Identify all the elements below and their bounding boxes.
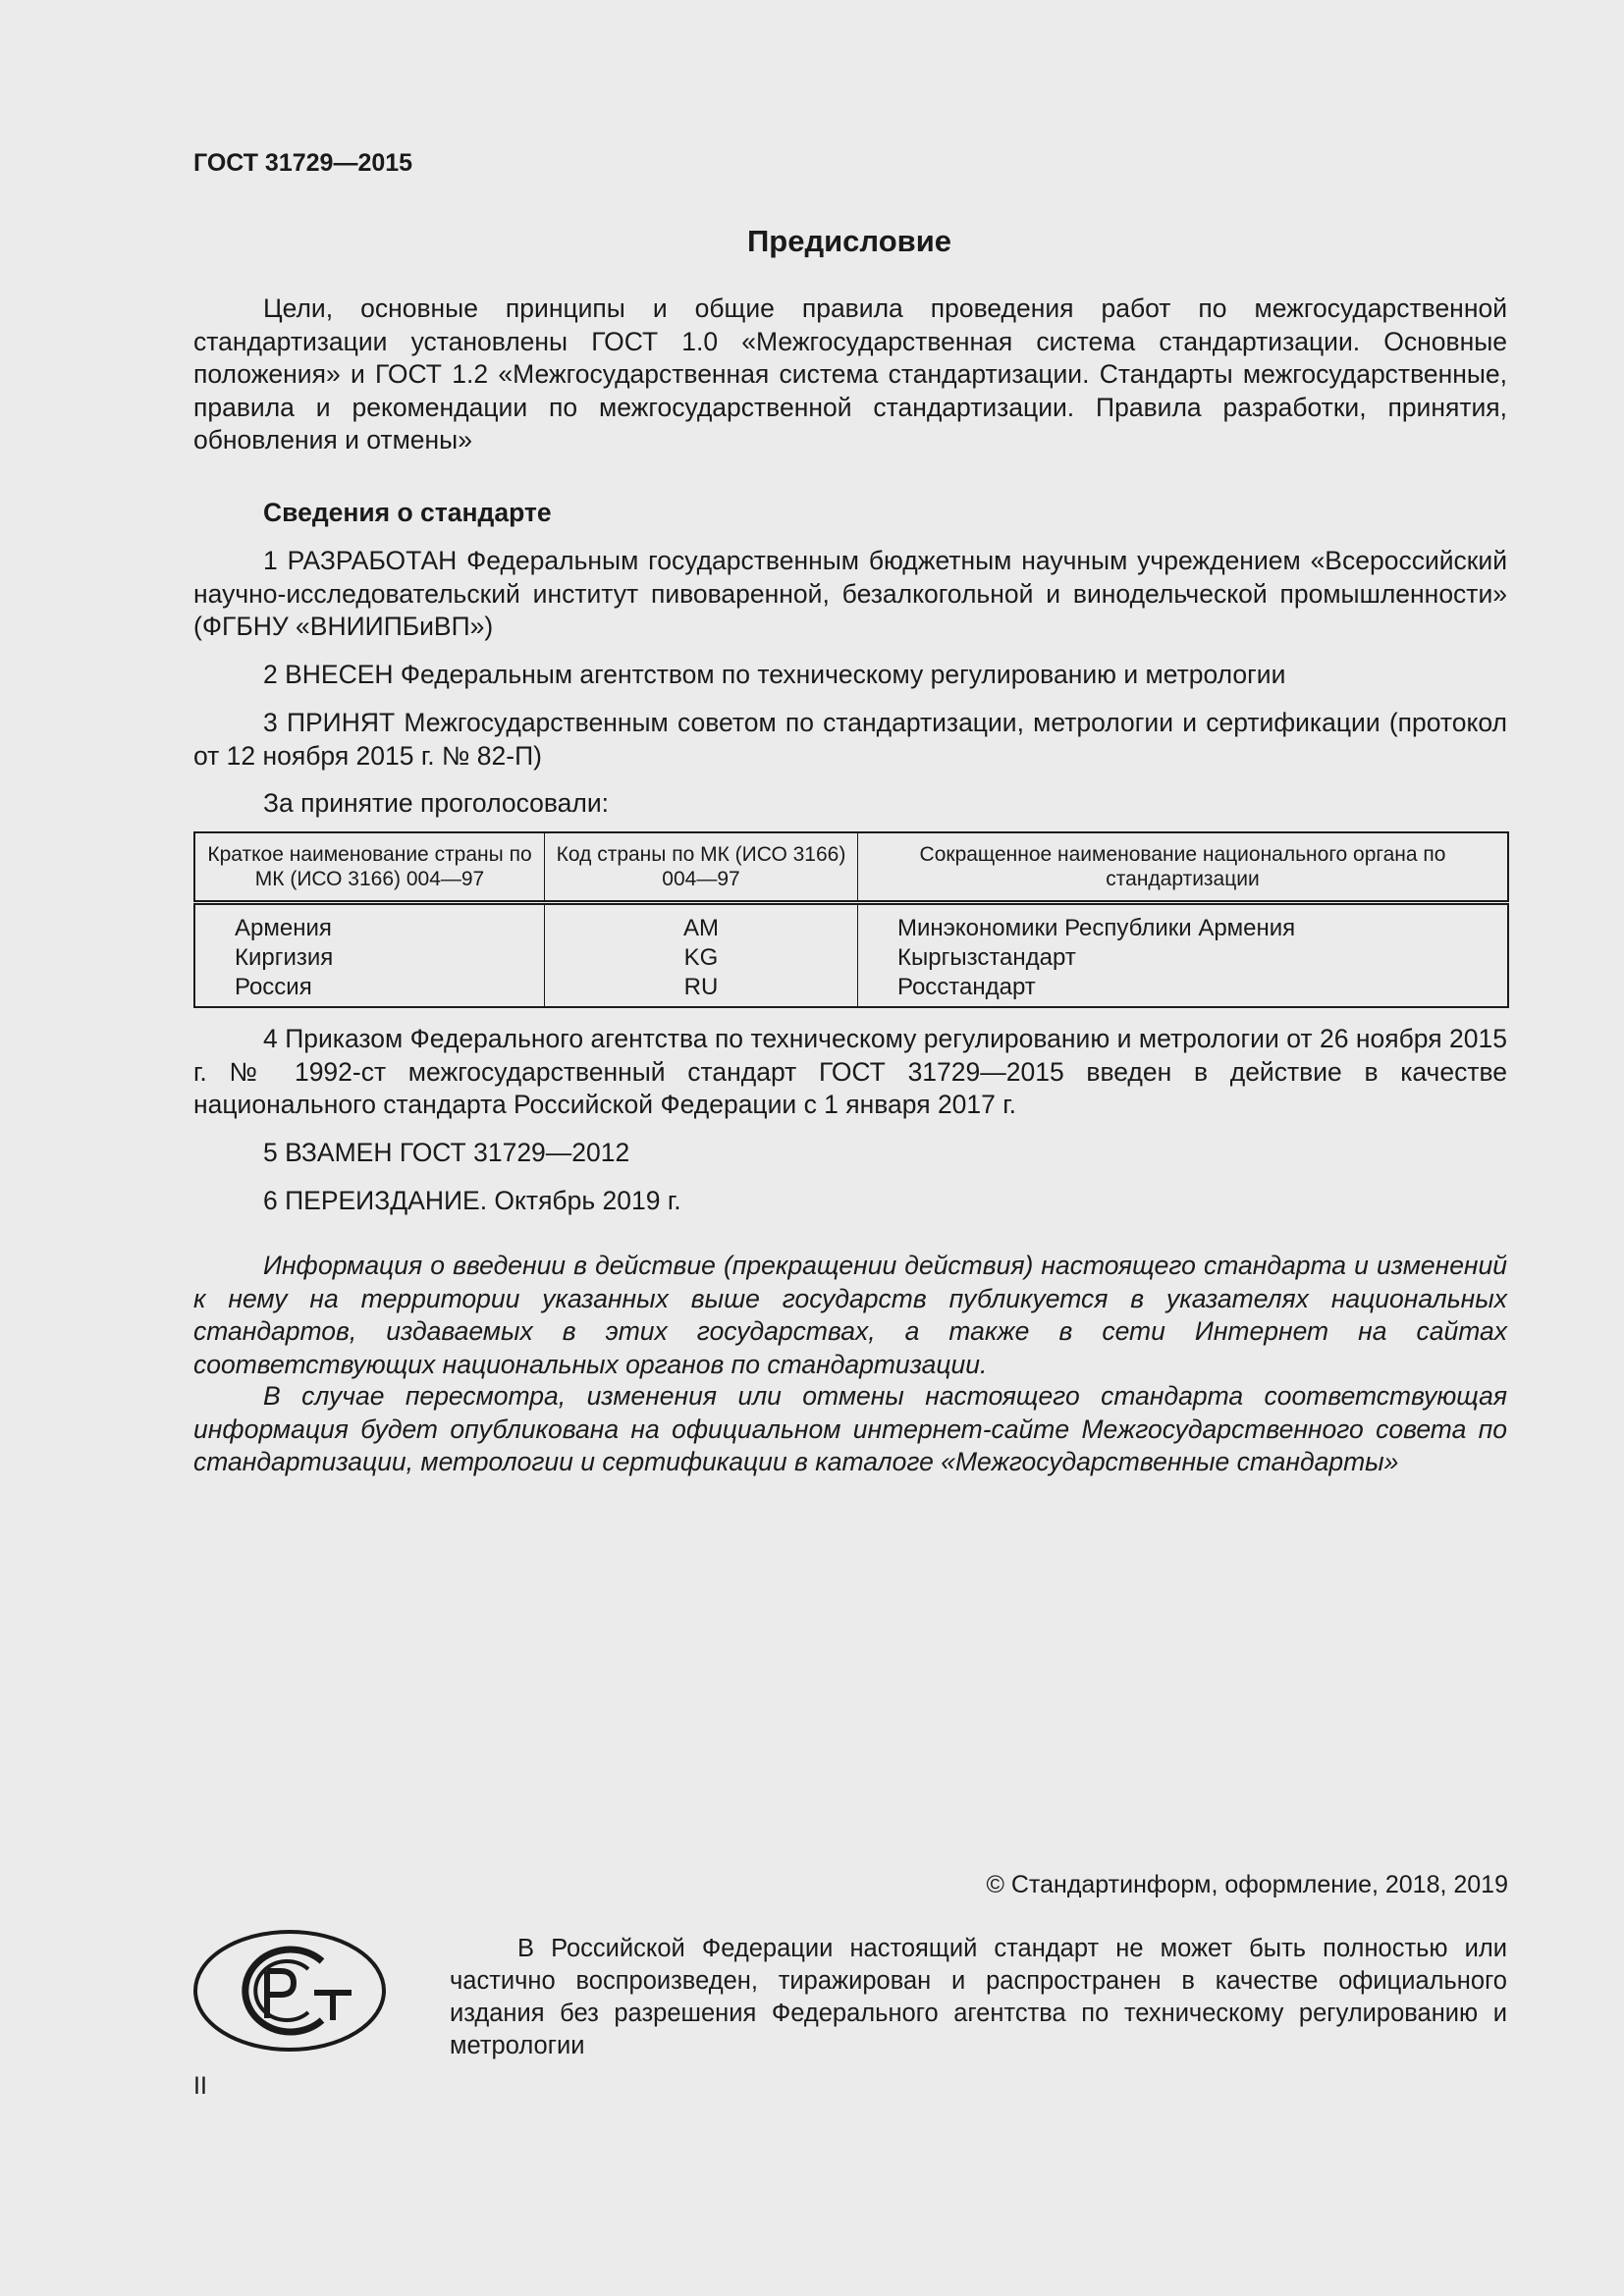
page-title: Предисловие [746,224,951,258]
cell-body: Минэкономики Республики Армения [858,903,1509,944]
item-introduced: 2 ВНЕСЕН Федеральным агентством по техническому регулированию и метрологии [263,660,1286,689]
cell-country: Киргизия [194,943,545,973]
intro-paragraph: Цели, основные принципы и общие правила проведения работ по межгосударственной стандартизации установлены ГОСТ 1.0 «Межгосударственная система стандартизации. Основные положения» и ГОСТ 1.2 «Межгосударственная система стандартизации. Стандарты межгосударственные, правила и рекомендации по межгосударственной стандартизации. Правила разработки, принятия, обновления и отмены» [193,294,1507,454]
cell-code: KG [545,943,858,973]
table-row [194,943,1508,973]
item-adopted: 3 ПРИНЯТ Межгосударственным советом по стандартизации, метрологии и сертификации (протокол от 12 ноября 2015 г. № 82-П) [193,708,1507,771]
item-replaces: 5 ВЗАМЕН ГОСТ 31729—2012 [263,1138,630,1167]
voting-table [193,831,1509,1008]
voted-label: За принятие проголосовали: [263,788,610,818]
table-row [194,903,1508,944]
cell-body: Росстандарт [858,973,1509,1007]
info-heading: Сведения о стандарте [263,498,552,527]
note-information: Информация о введении в действие (прекращении действия) настоящего стандарта и изменений к нему на территории указанных выше государств публикуется в указателях национальных стандартов, издаваемых в этих государствах, а также в сети Интернет на сайтах соответствующих национальных органов по стандартизации. [193,1251,1507,1379]
item-reissue: 6 ПЕРЕИЗДАНИЕ. Октябрь 2019 г. [263,1186,681,1215]
page-number: II [193,2072,207,2100]
note-revision: В случае пересмотра, изменения или отмены настоящего стандарта соответствующая информация будет опубликована на официальном интернет-сайте Межгосударственного совета по стандартизации, метрологии и сертификации в каталоге «Межгосударственные стандарты» [193,1381,1507,1476]
cell-country: Россия [194,973,545,1007]
item-order: 4 Приказом Федерального агентства по техническому регулированию и метрологии от 26 ноября 2015 г. № 1992-ст межгосударственный стандарт ГОСТ 31729—2015 введен в действие в качестве национального стандарта Российской Федерации с 1 января 2017 г. [193,1024,1507,1119]
header-body: Сокращенное наименование национального органа по стандартизации [858,832,1509,903]
table-header-row [194,832,1508,903]
copyright-line: © Стандартинформ, оформление, 2018, 2019 [986,1871,1508,1898]
standard-code: ГОСТ 31729—2015 [193,149,413,177]
reproduction-notice: В Российской Федерации настоящий стандарт не может быть полностью или частично воспроизведен, тиражирован и распространен в качестве официального издания без разрешения Федерального агентства по техническому регулированию и метрологии [450,1935,1507,2059]
cell-code: AM [545,903,858,944]
header-country: Краткое наименование страны по МК (ИСО 3166) 004—97 [194,832,545,903]
cell-code: RU [545,973,858,1007]
cell-country: Армения [194,903,545,944]
item-developed: 1 РАЗРАБОТАН Федеральным государственным бюджетным научным учреждением «Всероссийский научно-исследовательский институт пивоваренной, безалкогольной и винодельческой промышленности» (ФГБНУ «ВНИИПБиВП») [193,546,1507,641]
header-code: Код страны по МК (ИСО 3166) 004—97 [545,832,858,903]
table-row [194,973,1508,1007]
rst-certification-mark-icon [192,1928,387,2058]
cell-body: Кыргызстандарт [858,943,1509,973]
